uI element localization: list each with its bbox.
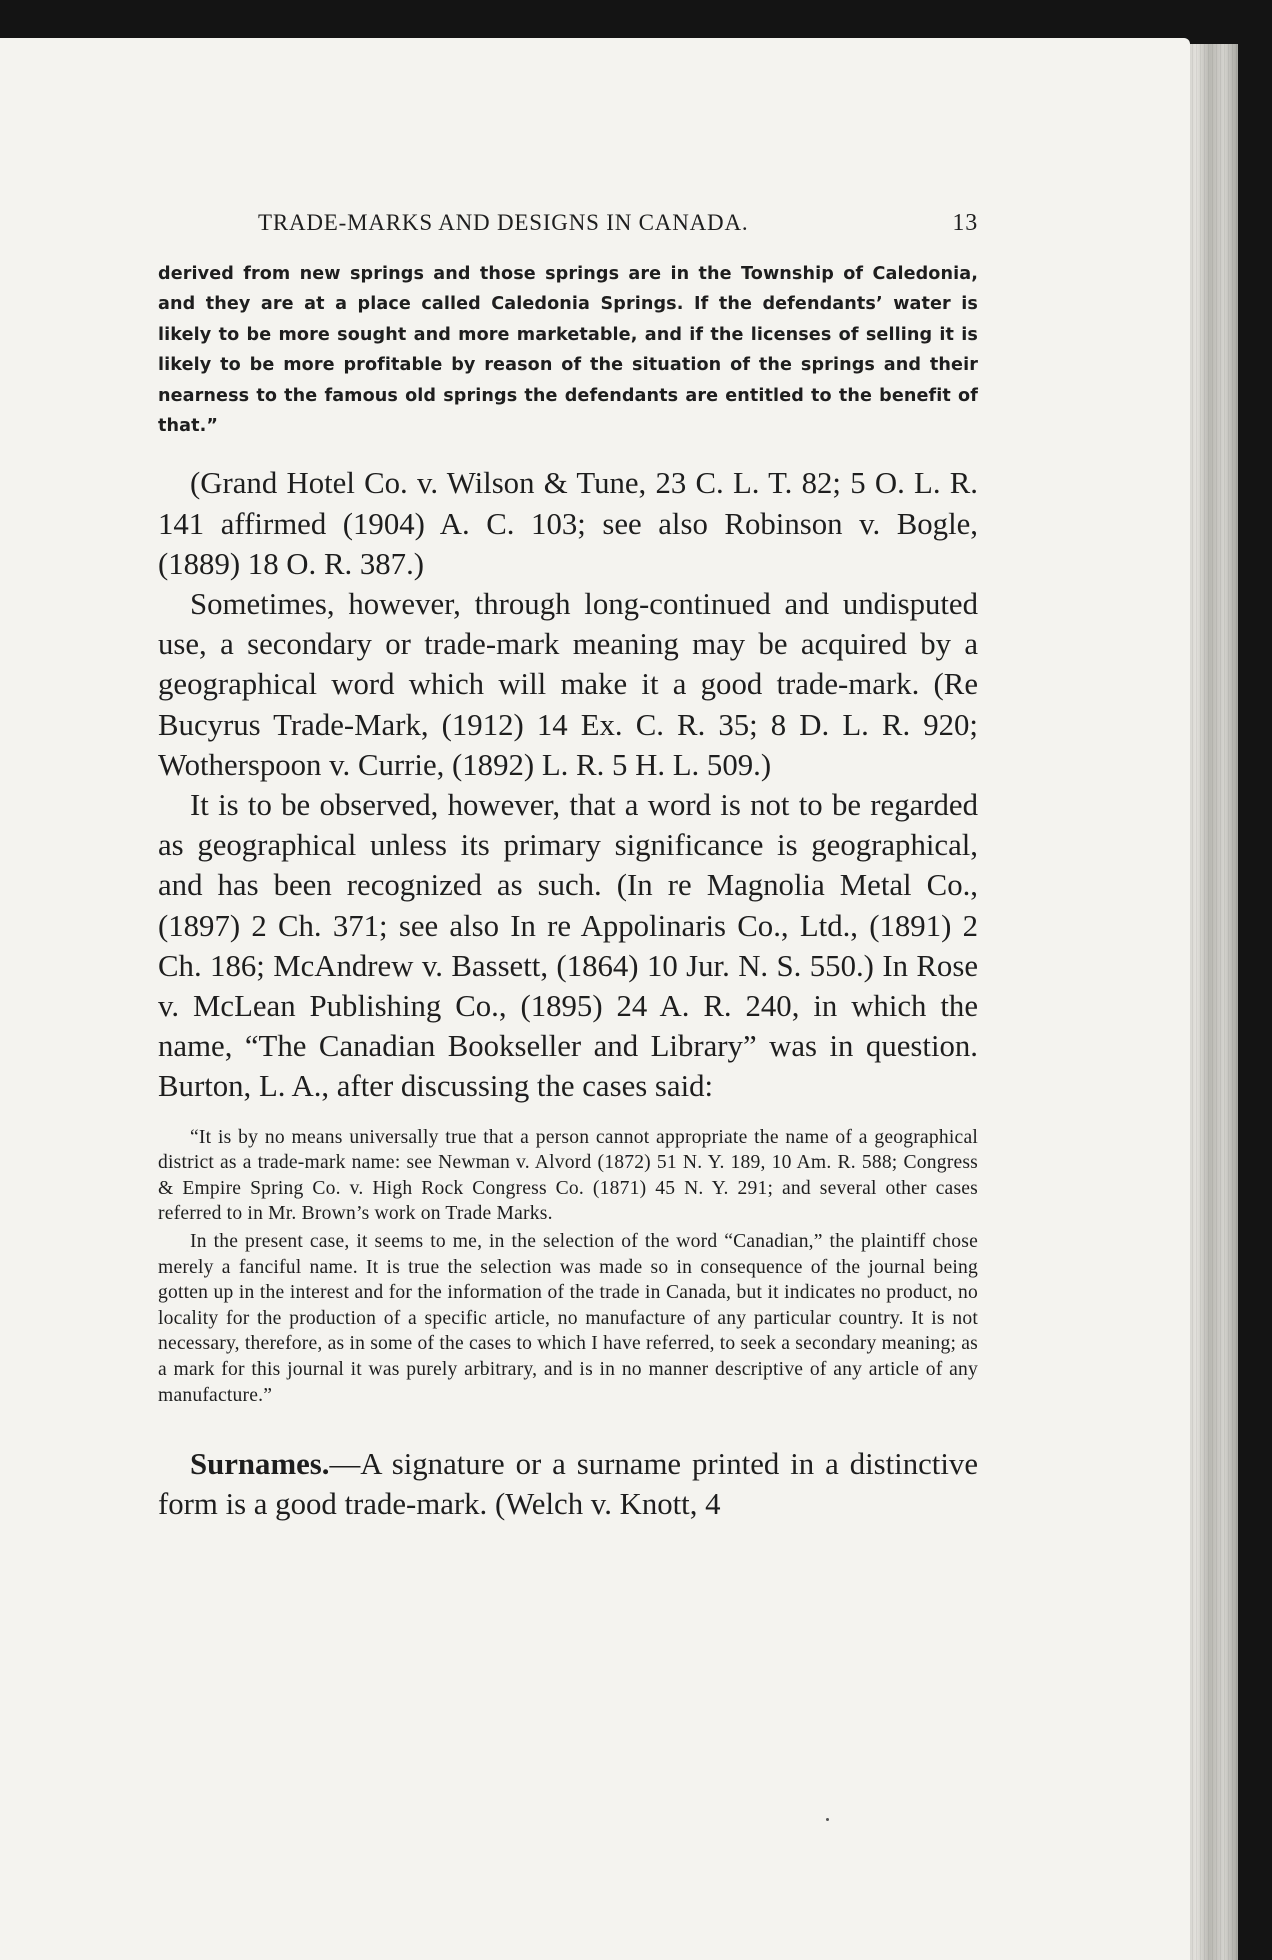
paragraph-secondary-meaning: Sometimes, however, through long-continued and undisputed use, a secondary or trade-mark meaning may be acquired by a geographical word which will make it a good trade-mark. (Re Bucyrus Trade-Mark, (1912) 14 Ex. C. R. 35; 8 D. L. R. 920; Wotherspoon v. Currie, (1892) L. R. 5 H. L. 509.) <box>158 587 978 782</box>
surnames-heading: Surnames. <box>190 1447 330 1482</box>
paragraph-surnames <box>158 1444 978 1524</box>
page-number: 13 <box>952 210 978 236</box>
running-head <box>158 210 978 237</box>
running-head-title: TRADE-MARKS AND DESIGNS IN CANADA. <box>258 210 749 235</box>
block-quote-first: “It is by no means universally true that a person cannot appropriate the name of a geographical district as a trade-mark name: see Newman v. Alvord (1872) 51 N. Y. 189, 10 Am. R. 588; Congress & Empire Spring Co. v. High Rock Congress Co. (1871) 45 N. Y. 291; and several other cases referred to in Mr. Brown’s work on Trade Marks. <box>158 1126 978 1225</box>
quote-continuation: derived from new springs and those springs are in the Township of Caledonia, and they are at a place called Caledonia Springs. If the defendants’ water is likely to be more sought and more marketable, and if the licenses of selling it is likely to be more profitable by reason of the situation of the springs and their nearness to the famous old springs the defendants are entitled to the benefit of that.” <box>158 264 978 437</box>
scan-speck <box>826 1818 829 1821</box>
surnames-text: —A signature or a surname printed in a distinctive form is a good trade-mark. (Welch v. Knott, 4 <box>158 1447 978 1522</box>
paragraph-geographical: It is to be observed, however, that a word is not to be regarded as geographical unless its primary significance is geographical, and has been recognized as such. (In re Magnolia Metal Co., (1897) 2 Ch. 371; see also In re Appolinaris Co., Ltd., (1891) 2 Ch. 186; McAndrew v. Bassett, (1864) 10 Jur. N. S. 550.) In Rose v. McLean Publishing Co., (1895) 24 A. R. 240, in which the name, “The Canadian Bookseller and Library” was in question. Burton, L. A., after discussing the cases said: <box>158 788 978 1104</box>
paragraph-citation: (Grand Hotel Co. v. Wilson & Tune, 23 C. L. T. 82; 5 O. L. R. 141 affirmed (1904) A. C. 103; see also Robinson v. Bogle, (1889) 18 O. R. 387.) <box>158 466 978 581</box>
block-quote-second: In the present case, it seems to me, in the selection of the word “Canadian,” the plaintiff chose merely a fanciful name. It is true the selection was made so in consequence of the journal being gotten up in the interest and for the information of the trade in Canada, but it indicates no product, no locality for the production of a specific article, no manufacture of any particular country. It is not necessary, therefore, as in some of the cases to which I have referred, to seek a secondary meaning; as a mark for this journal it was purely arbitrary, and is in no manner descriptive of any article of any manufacture.” <box>158 1231 978 1406</box>
page-content <box>158 210 978 1525</box>
